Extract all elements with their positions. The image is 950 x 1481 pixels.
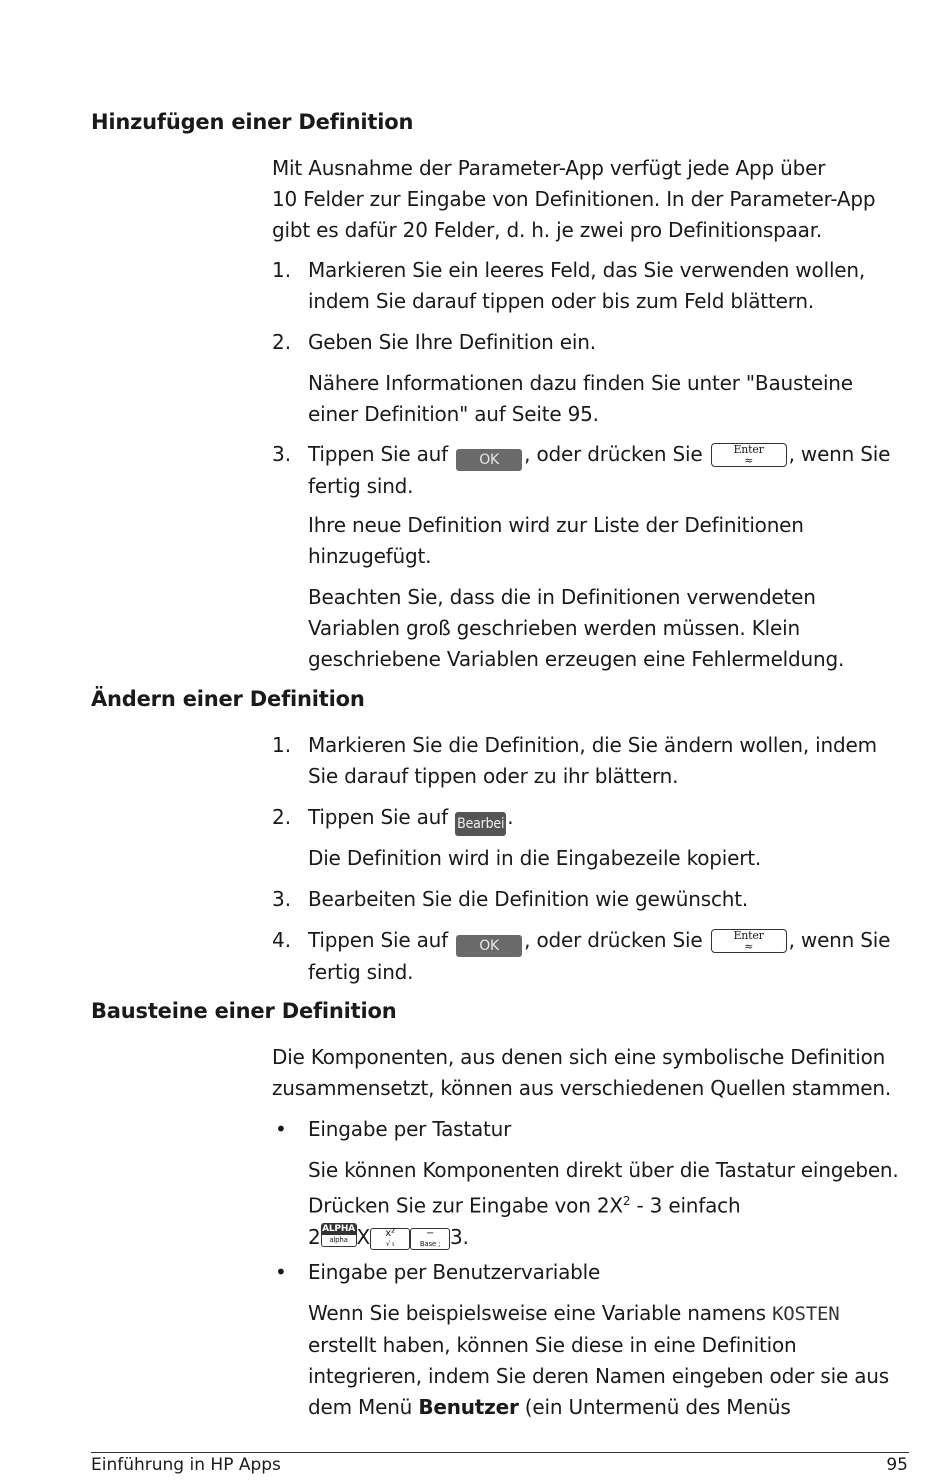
text-line: Beachten Sie, dass die in Definitionen verwendeten: [308, 585, 816, 609]
step-text: [308, 255, 918, 317]
step-text: [308, 802, 918, 836]
text-span: Drücken Sie zur Eingabe von 2X: [308, 1193, 623, 1218]
text-line: erstellt haben, können Sie diese in eine Definition: [308, 1333, 797, 1357]
text-span: dem Menü: [308, 1395, 419, 1419]
alpha-key-label: ALPHA: [322, 1223, 355, 1234]
text-line: Markieren Sie die Definition, die Sie ändern wollen, indem: [308, 733, 877, 757]
text-line: hinzugefügt.: [308, 544, 432, 568]
enter-key-icon: [711, 929, 787, 953]
text-span: Tippen Sie auf: [308, 805, 455, 829]
bullet-note: [308, 1155, 918, 1253]
step-note: [308, 582, 918, 675]
text-line: Sie darauf tippen oder zu ihr blättern.: [308, 764, 679, 788]
minus-key-icon: [410, 1228, 450, 1250]
enter-key-sublabel: ≈: [744, 454, 754, 467]
text-line: einer Definition" auf Seite 95.: [308, 402, 599, 426]
step-number: 1.: [272, 258, 292, 282]
step-number: 2.: [272, 330, 292, 354]
step-text: Geben Sie Ihre Definition ein.: [308, 330, 596, 354]
text-line: geschriebene Variablen erzeugen eine Fehlermeldung.: [308, 647, 845, 671]
square-key-sublabel: √ ι: [385, 1239, 395, 1248]
step-note: [308, 510, 918, 572]
bullet-icon: •: [275, 1117, 287, 1141]
bullet-text: Eingabe per Tastatur: [308, 1117, 512, 1141]
footer-divider: [91, 1452, 909, 1453]
enter-key-icon: [711, 443, 787, 467]
text-line: Ihre neue Definition wird zur Liste der Definitionen: [308, 513, 804, 537]
step-number: 3.: [272, 887, 292, 911]
bullet-icon: •: [275, 1260, 287, 1284]
enter-key-sublabel: ≈: [744, 940, 754, 953]
step-text: [308, 439, 918, 502]
text-line: Mit Ausnahme der Parameter-App verfügt jede App über: [272, 156, 826, 180]
text-line: gibt es dafür 20 Felder, d. h. je zwei pro Definitionspaar.: [272, 218, 823, 242]
text-span: .: [507, 805, 514, 829]
text-line: fertig sind.: [308, 474, 414, 498]
bearbei-button: Bearbei: [455, 812, 506, 836]
text-span: Tippen Sie auf: [308, 928, 455, 952]
page-number: 95: [886, 1455, 908, 1475]
text-line: zusammensetzt, können aus verschiedenen Quellen stammen.: [272, 1076, 892, 1100]
square-key-label: x²: [385, 1227, 395, 1239]
footer-chapter: Einführung in HP Apps: [91, 1455, 281, 1475]
step-number: 2.: [272, 805, 292, 829]
alpha-key-icon: [321, 1223, 357, 1247]
text-line: indem Sie darauf tippen oder bis zum Feld blättern.: [308, 289, 815, 313]
step-text: [308, 925, 918, 988]
text-line: Die Komponenten, aus denen sich eine symbolische Definition: [272, 1045, 886, 1069]
text-span: (ein Untermenü des Menüs: [518, 1395, 791, 1419]
enter-key-label: Enter: [733, 443, 764, 456]
step-number: 4.: [272, 928, 292, 952]
heading-definition-blocks: Bausteine einer Definition: [91, 999, 397, 1023]
step-number: 3.: [272, 442, 292, 466]
text-span: , oder drücken Sie: [524, 442, 709, 466]
text-line: Sie können Komponenten direkt über die Tastatur eingeben.: [308, 1158, 899, 1182]
minus-key-sublabel: Base ;: [419, 1239, 441, 1248]
text-line: fertig sind.: [308, 960, 414, 984]
text-span: , wenn Sie: [788, 928, 891, 952]
text-line: 10 Felder zur Eingabe von Definitionen. In der Parameter-App: [272, 187, 876, 211]
text-line: integrieren, indem Sie deren Namen eingeben oder sie aus: [308, 1364, 889, 1388]
text-span: 3.: [450, 1224, 469, 1249]
minus-key-label: −: [425, 1227, 435, 1239]
superscript: 2: [622, 1194, 631, 1208]
heading-edit-definition: Ändern einer Definition: [91, 687, 365, 711]
intro-paragraph: [272, 153, 912, 246]
text-line: Variablen groß geschrieben werden müssen. Klein: [308, 616, 800, 640]
bullet-text: Eingabe per Benutzervariable: [308, 1260, 601, 1284]
enter-key-label: Enter: [733, 929, 764, 942]
menu-name: Benutzer: [418, 1395, 519, 1419]
variable-name: KOSTEN: [772, 1303, 840, 1325]
step-text: [308, 730, 918, 792]
intro-paragraph: [272, 1042, 912, 1104]
text-span: Tippen Sie auf: [308, 442, 455, 466]
step-number: 1.: [272, 733, 292, 757]
text-span: X: [356, 1224, 371, 1249]
step-note: [308, 368, 918, 430]
text-span: , wenn Sie: [788, 442, 891, 466]
text-span: , oder drücken Sie: [524, 928, 709, 952]
text-span: Wenn Sie beispielsweise eine Variable namens: [308, 1301, 773, 1325]
step-note: Die Definition wird in die Eingabezeile kopiert.: [308, 846, 762, 870]
text-span: - 3 einfach: [630, 1193, 741, 1218]
ok-button: OK: [456, 449, 522, 471]
bullet-note: [308, 1298, 918, 1423]
text-span: 2: [308, 1224, 321, 1249]
text-line: Nähere Informationen dazu finden Sie unter "Bausteine: [308, 371, 853, 395]
text-line: Markieren Sie ein leeres Feld, das Sie verwenden wollen,: [308, 258, 866, 282]
ok-button: OK: [456, 935, 522, 957]
square-key-icon: [370, 1228, 410, 1250]
alpha-key-sublabel: alpha: [329, 1235, 348, 1244]
heading-add-definition: Hinzufügen einer Definition: [91, 110, 414, 134]
step-text: Bearbeiten Sie die Definition wie gewünscht.: [308, 887, 749, 911]
